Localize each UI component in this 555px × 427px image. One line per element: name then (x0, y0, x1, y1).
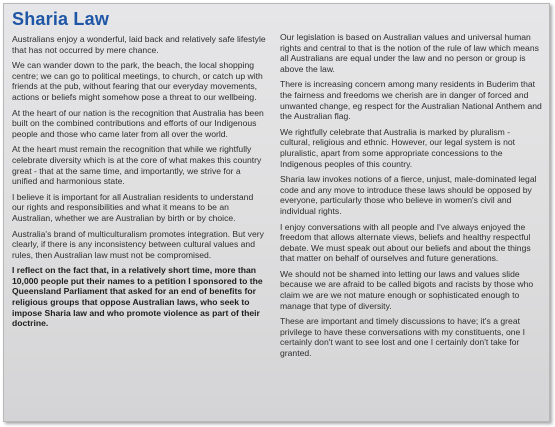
paragraph: There is increasing concern among many residents in Buderim that the fairness and freedoms we cherish are in danger of forced and unwanted change, eg respect for the Australian National Anthem and the Australian flag. (280, 79, 542, 122)
paragraph: At the heart must remain the recognition that while we rightfully celebrate diversity which is at the core of what makes this country great - that at the same time, and importantly, we strive for a unified and harmonious state. (12, 144, 262, 187)
paragraph: I believe it is important for all Australian residents to understand our rights and responsibilities and what it means to be an Australian, whether we are Australian by birth or by choice. (12, 191, 254, 223)
document-photo (3, 3, 550, 422)
paragraph: We can wander down to the park, the beach, the local shopping centre; we can go to political meetings, to church, or catch up with friends at the pub, without fearing that our everyday movements, actions or beliefs might somehow pose a threat to our wellbeing. (12, 60, 263, 102)
paragraph: We rightfully celebrate that Australia is marked by pluralism - cultural, religious and ethnic. However, our legal system is not pluralistic, apart from some appropriate concessions to the Indigenous peoples of this country. (280, 126, 516, 169)
paragraph: Our legislation is based on Australian values and universal human rights and central to that is the notion of the rule of law which means all Australians are equal under the law and no person or group is above the law. (280, 32, 539, 74)
paragraph: We should not be shamed into letting our laws and values slide because we are afraid to be called bigots and racists by those who claim we are we not mature enough or sophisticated enough to manage that type of diversity. (280, 268, 534, 311)
paragraph: I enjoy conversations with all people and I've always enjoyed the freedom that allows alternate views, beliefs and healthy respectful debate. We must speak out about our beliefs and about the things that matter on behalf of ourselves and future generations. (280, 221, 531, 264)
paragraph: At the heart of our nation is the recognition that Australia has been built on the combined contributions and efforts of our Indigenous people and those who came later from all over the world. (12, 107, 264, 139)
right-column (280, 32, 542, 364)
bold-paragraph: I reflect on the fact that, in a relatively short time, more than 10,000 people put their names to a petition I sponsored to the Queensland Parliament that asked for an end of benefits for religious groups that oppose Australian laws, who seek to impose Sharia law and who promote violence as part of their doctrine. (12, 265, 263, 329)
document-title: Sharia Law (12, 9, 110, 29)
paragraph: Australia's brand of multiculturalism promotes integration. But very clearly, if there is any inconsistency between cultural values and rules, then Australian law must not be compromised. (12, 228, 264, 260)
printed-sheet (4, 4, 549, 421)
paragraph: These are important and timely discussions to have; it's a great privilege to have these conversations with my constituents, one I certainly don't want to see lost and one I certainly don't take for granted. (280, 316, 526, 359)
left-column (12, 34, 267, 334)
paragraph: Sharia law invokes notions of a fierce, unjust, male-dominated legal code and any move to introduce these laws should be opposed by everyone, particularly those who believe in women's civil and individual rights. (280, 174, 537, 216)
paragraph: Australians enjoy a wonderful, laid back and relatively safe lifestyle that has not occurred by mere chance. (12, 34, 266, 55)
